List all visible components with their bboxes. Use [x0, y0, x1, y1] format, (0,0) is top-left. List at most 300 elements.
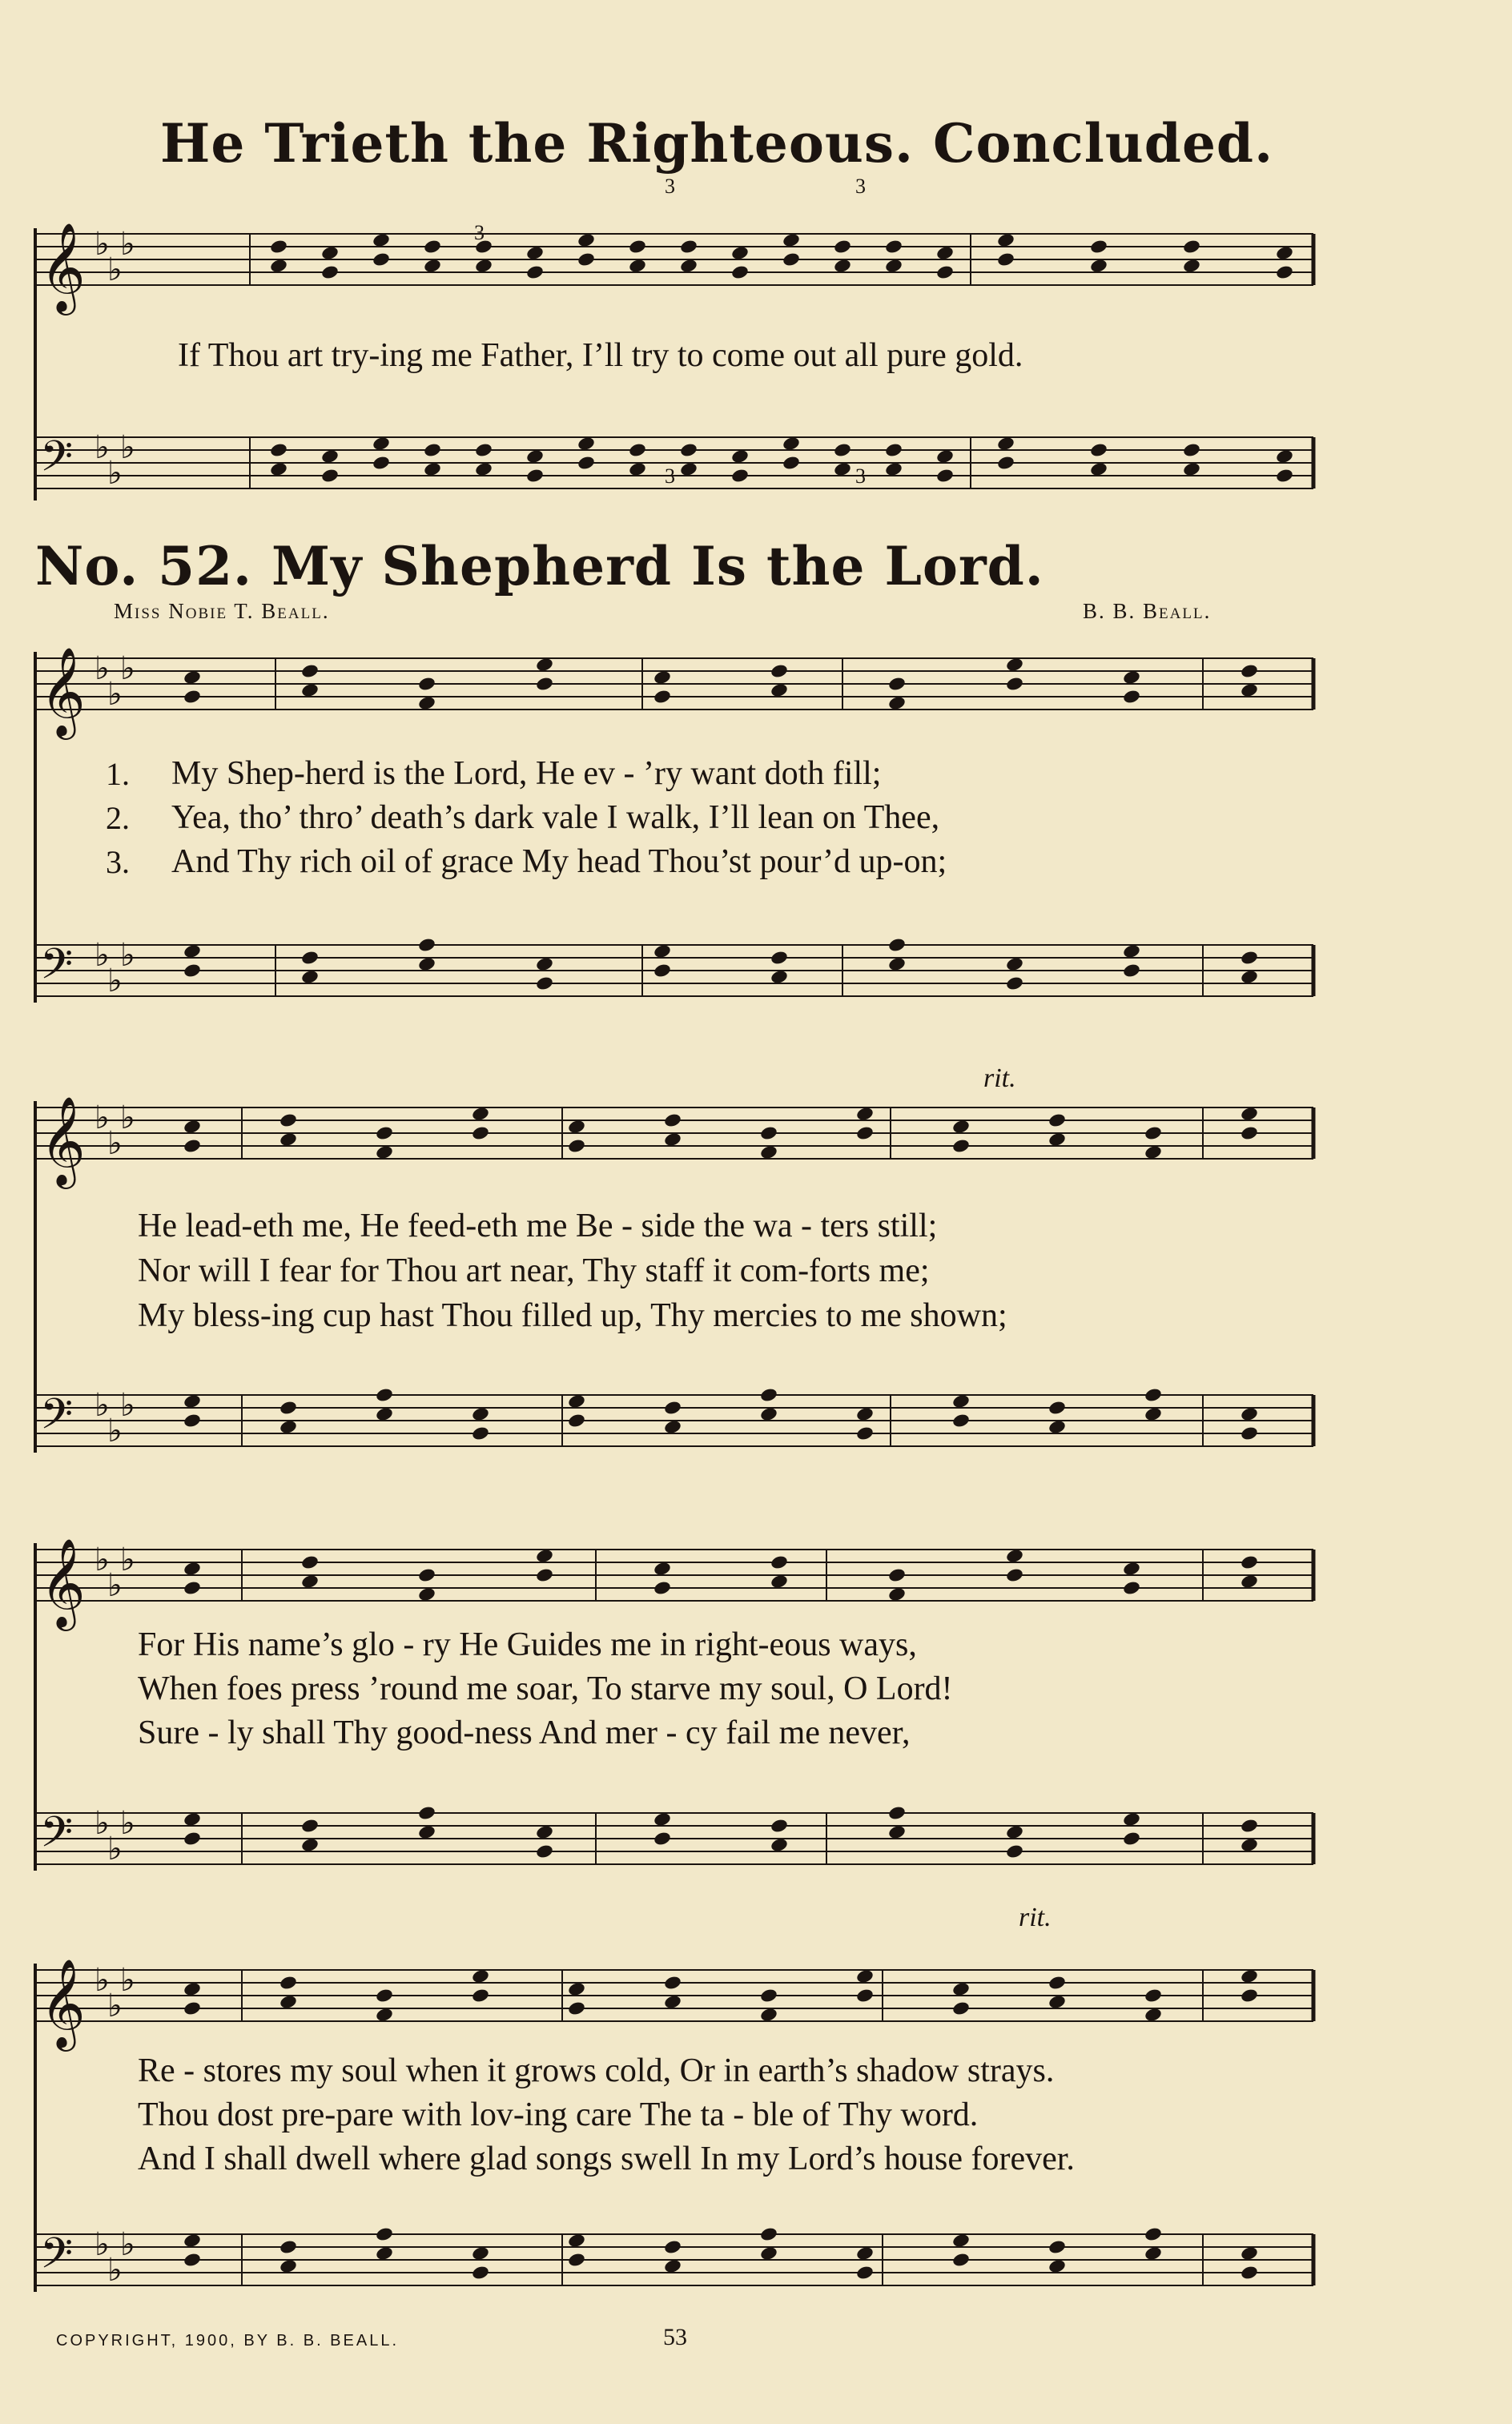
note-head: [372, 436, 391, 452]
flat-sign: ♭: [107, 455, 123, 492]
note-head: [375, 2245, 394, 2261]
note-head: [269, 258, 288, 274]
note-head: [884, 442, 903, 458]
note-head: [855, 1968, 875, 1984]
note-head: [1048, 1994, 1067, 2010]
lyric-line: Sure - ly shall Thy good-ness And mer - cy fail me never,: [138, 1714, 911, 1751]
flat-sign: ♭: [94, 429, 110, 466]
note-head: [525, 448, 545, 464]
note-head: [855, 2265, 875, 2281]
page-number: 53: [663, 2324, 687, 2350]
bass-clef: 𝄢: [40, 1390, 74, 1449]
note-head: [471, 2265, 490, 2281]
bass-clef: 𝄢: [40, 2229, 74, 2289]
note-head: [471, 1106, 490, 1122]
note-head: [471, 1968, 490, 1984]
note-head: [1144, 1387, 1163, 1403]
flat-sign: ♭: [94, 226, 110, 263]
note-head: [1240, 1837, 1259, 1853]
flat-sign: ♭: [120, 1962, 135, 1999]
bass-clef: 𝄢: [40, 940, 74, 999]
note-head: [183, 1138, 202, 1154]
note-head: [759, 1144, 778, 1160]
note-head: [1240, 1818, 1259, 1834]
note-head: [423, 258, 442, 274]
note-head: [1144, 1144, 1163, 1160]
note-head: [1048, 1400, 1067, 1416]
note-head: [1122, 1580, 1141, 1596]
note-head: [1275, 264, 1294, 280]
flat-sign: ♭: [107, 2252, 123, 2289]
note-head: [183, 2233, 202, 2249]
note-head: [935, 264, 955, 280]
note-head: [730, 468, 750, 484]
lyric-line: When foes press ’round me soar, To starve my soul, O Lord!: [138, 1670, 953, 1707]
hymn-title: My Shepherd Is the Lord.: [271, 535, 1044, 597]
note-head: [770, 682, 789, 698]
note-head: [300, 950, 320, 966]
note-head: [183, 1831, 202, 1847]
note-head: [375, 2007, 394, 2023]
flat-sign: ♭: [120, 2226, 135, 2263]
note-head: [887, 695, 907, 711]
note-head: [423, 461, 442, 477]
note-head: [663, 1132, 682, 1148]
hymn-number: No. 52.: [35, 535, 252, 597]
note-head: [1089, 442, 1108, 458]
note-head: [183, 689, 202, 705]
note-head: [951, 1138, 971, 1154]
note-head: [996, 436, 1015, 452]
flat-sign: ♭: [120, 1387, 135, 1424]
lyric-line: And I shall dwell where glad songs swell In my Lord’s house forever.: [138, 2141, 1075, 2177]
flat-sign: ♭: [94, 1542, 110, 1578]
lyric-line: Yea, tho’ thro’ death’s dark vale I walk, I’ll lean on Thee,: [171, 799, 940, 836]
note-head: [951, 1393, 971, 1409]
note-head: [770, 1554, 789, 1570]
note-head: [535, 1843, 554, 1859]
note-head: [855, 1106, 875, 1122]
note-head: [833, 258, 852, 274]
note-head: [628, 461, 647, 477]
note-head: [417, 937, 436, 953]
note-head: [372, 251, 391, 267]
note-head: [1048, 1419, 1067, 1435]
note-head: [567, 1413, 586, 1429]
note-head: [1275, 468, 1294, 484]
note-head: [567, 1393, 586, 1409]
note-head: [951, 2000, 971, 2016]
note-head: [1005, 1567, 1024, 1583]
note-head: [855, 2245, 875, 2261]
flat-sign: ♭: [107, 676, 123, 713]
note-head: [782, 436, 801, 452]
note-head: [535, 657, 554, 673]
note-head: [887, 937, 907, 953]
note-head: [951, 1119, 971, 1135]
note-head: [1240, 1554, 1259, 1570]
note-head: [417, 676, 436, 692]
note-head: [996, 455, 1015, 471]
note-head: [663, 1994, 682, 2010]
flat-sign: ♭: [107, 1125, 123, 1162]
note-head: [887, 1805, 907, 1821]
treble-clef: 𝄞: [40, 1538, 86, 1627]
note-head: [935, 468, 955, 484]
note-head: [577, 251, 596, 267]
note-head: [183, 1119, 202, 1135]
note-head: [474, 461, 493, 477]
note-head: [1089, 258, 1108, 274]
note-head: [471, 1125, 490, 1141]
note-head: [855, 1125, 875, 1141]
note-head: [884, 461, 903, 477]
lyric-line: He lead-eth me, He feed-eth me Be - side the wa - ters still;: [138, 1208, 938, 1244]
note-head: [183, 2000, 202, 2016]
note-head: [279, 1132, 298, 1148]
note-head: [375, 1125, 394, 1141]
note-head: [759, 2007, 778, 2023]
note-head: [1048, 2239, 1067, 2255]
note-head: [525, 468, 545, 484]
flat-sign: ♭: [94, 1387, 110, 1424]
note-head: [375, 1406, 394, 1422]
note-head: [567, 2252, 586, 2268]
note-head: [300, 682, 320, 698]
bass-clef: 𝄢: [40, 432, 74, 492]
note-head: [1182, 461, 1201, 477]
note-head: [375, 2226, 394, 2242]
triplet-mark: 3: [665, 464, 675, 488]
flat-sign: ♭: [120, 429, 135, 466]
lyric-line: Nor will I fear for Thou art near, Thy staff it com-forts me;: [138, 1252, 930, 1289]
lyric-line: For His name’s glo - ry He Guides me in right-eous ways,: [138, 1626, 917, 1663]
note-head: [1122, 689, 1141, 705]
note-head: [1089, 461, 1108, 477]
note-head: [1122, 943, 1141, 959]
note-head: [653, 943, 672, 959]
note-head: [996, 251, 1015, 267]
note-head: [887, 956, 907, 972]
note-head: [679, 442, 698, 458]
note-head: [535, 1824, 554, 1840]
note-head: [1048, 1975, 1067, 1991]
note-head: [679, 239, 698, 255]
note-head: [770, 663, 789, 679]
note-head: [567, 1138, 586, 1154]
note-head: [269, 442, 288, 458]
note-head: [770, 1818, 789, 1834]
note-head: [1048, 1132, 1067, 1148]
note-head: [279, 2239, 298, 2255]
note-head: [1144, 1988, 1163, 2004]
flat-sign: ♭: [107, 1831, 123, 1867]
note-head: [1048, 1112, 1067, 1128]
note-head: [1240, 1988, 1259, 2004]
note-head: [1182, 239, 1201, 255]
treble-clef: 𝄞: [40, 1095, 86, 1185]
note-head: [770, 969, 789, 985]
note-head: [996, 232, 1015, 248]
note-head: [269, 461, 288, 477]
note-head: [1240, 1968, 1259, 1984]
note-head: [628, 239, 647, 255]
flat-sign: ♭: [107, 1413, 123, 1449]
lyric-line: My Shep-herd is the Lord, He ev - ’ry want doth fill;: [171, 755, 882, 792]
lyric-line: And Thy rich oil of grace My head Thou’st pour’d up-on;: [171, 843, 947, 880]
flat-sign: ♭: [120, 1099, 135, 1136]
note-head: [730, 448, 750, 464]
lyric-line: Thou dost pre-pare with lov-ing care The ta - ble of Thy word.: [138, 2096, 979, 2133]
rit-marking: rit.: [983, 1063, 1016, 1093]
note-head: [183, 943, 202, 959]
treble-clef: 𝄞: [40, 646, 86, 736]
note-head: [535, 1548, 554, 1564]
note-head: [833, 461, 852, 477]
note-head: [300, 1818, 320, 1834]
note-head: [653, 1580, 672, 1596]
flat-sign: ♭: [94, 1805, 110, 1842]
bass-clef: 𝄢: [40, 1808, 74, 1867]
note-head: [663, 2239, 682, 2255]
note-head: [567, 1981, 586, 1997]
note-head: [782, 251, 801, 267]
note-head: [833, 442, 852, 458]
note-head: [417, 1586, 436, 1602]
note-head: [535, 676, 554, 692]
note-head: [320, 448, 340, 464]
lyricist-credit: Miss Nobie T. Beall.: [114, 599, 330, 623]
note-head: [183, 1393, 202, 1409]
note-head: [770, 1837, 789, 1853]
note-head: [1005, 1843, 1024, 1859]
note-head: [535, 975, 554, 991]
note-head: [759, 2226, 778, 2242]
note-head: [183, 963, 202, 979]
note-head: [1005, 676, 1024, 692]
note-head: [1240, 1425, 1259, 1441]
note-head: [417, 956, 436, 972]
note-head: [375, 1144, 394, 1160]
note-head: [300, 1837, 320, 1853]
triplet-mark: 3: [855, 464, 866, 488]
note-head: [679, 461, 698, 477]
note-head: [567, 2000, 586, 2016]
note-head: [1144, 2007, 1163, 2023]
note-head: [300, 1554, 320, 1570]
note-head: [567, 1119, 586, 1135]
note-head: [1240, 663, 1259, 679]
copyright-notice: COPYRIGHT, 1900, BY B. B. BEALL.: [56, 2332, 400, 2350]
triplet-mark: 3: [855, 175, 866, 198]
note-head: [1122, 1811, 1141, 1827]
note-head: [951, 1981, 971, 1997]
note-head: [375, 1988, 394, 2004]
note-head: [577, 436, 596, 452]
note-head: [417, 1805, 436, 1821]
note-head: [855, 1988, 875, 2004]
note-head: [887, 676, 907, 692]
note-head: [663, 1419, 682, 1435]
note-head: [1122, 1831, 1141, 1847]
note-head: [1144, 1125, 1163, 1141]
note-head: [884, 258, 903, 274]
note-head: [1089, 239, 1108, 255]
flat-sign: ♭: [107, 1988, 123, 2024]
triplet-mark: 3: [474, 221, 485, 244]
note-head: [887, 1567, 907, 1583]
note-head: [417, 1567, 436, 1583]
rit-marking: rit.: [1019, 1903, 1052, 1932]
flat-sign: ♭: [94, 1962, 110, 1999]
note-head: [951, 2252, 971, 2268]
note-head: [628, 442, 647, 458]
note-head: [183, 1561, 202, 1577]
note-head: [1275, 245, 1294, 261]
note-head: [951, 2233, 971, 2249]
note-head: [833, 239, 852, 255]
note-head: [279, 1419, 298, 1435]
verse-number: 2.: [106, 800, 130, 836]
note-head: [759, 1125, 778, 1141]
verse-number: 3.: [106, 844, 130, 880]
note-head: [628, 258, 647, 274]
note-head: [1240, 950, 1259, 966]
note-head: [935, 245, 955, 261]
note-head: [471, 2245, 490, 2261]
note-head: [183, 2252, 202, 2268]
note-head: [679, 258, 698, 274]
note-head: [770, 950, 789, 966]
note-head: [653, 1811, 672, 1827]
note-head: [730, 245, 750, 261]
note-head: [887, 1586, 907, 1602]
note-head: [417, 695, 436, 711]
note-head: [300, 663, 320, 679]
note-head: [1122, 669, 1141, 685]
note-head: [375, 1387, 394, 1403]
note-head: [567, 2233, 586, 2249]
note-head: [183, 1413, 202, 1429]
verse-number: 1.: [106, 756, 130, 792]
note-head: [1122, 1561, 1141, 1577]
note-head: [1122, 963, 1141, 979]
note-head: [279, 1112, 298, 1128]
note-head: [770, 1574, 789, 1590]
note-head: [1240, 1406, 1259, 1422]
note-head: [300, 1574, 320, 1590]
note-head: [423, 442, 442, 458]
note-head: [183, 1811, 202, 1827]
note-head: [1240, 969, 1259, 985]
note-head: [653, 689, 672, 705]
note-head: [1240, 1125, 1259, 1141]
note-head: [1144, 1406, 1163, 1422]
note-head: [1005, 956, 1024, 972]
note-head: [535, 1567, 554, 1583]
note-head: [951, 1413, 971, 1429]
flat-sign: ♭: [107, 1567, 123, 1604]
note-head: [663, 1112, 682, 1128]
lyric-line: My bless-ing cup hast Thou filled up, Thy mercies to me shown;: [138, 1297, 1007, 1334]
note-head: [1240, 1574, 1259, 1590]
note-head: [1275, 448, 1294, 464]
note-head: [471, 1406, 490, 1422]
note-head: [577, 232, 596, 248]
note-head: [759, 1988, 778, 2004]
note-head: [1005, 657, 1024, 673]
note-head: [535, 956, 554, 972]
flat-sign: ♭: [120, 1805, 135, 1842]
flat-sign: ♭: [107, 963, 123, 999]
note-head: [320, 264, 340, 280]
note-head: [730, 264, 750, 280]
flat-sign: ♭: [94, 650, 110, 687]
note-head: [653, 669, 672, 685]
note-head: [1144, 2226, 1163, 2242]
note-head: [653, 1831, 672, 1847]
note-head: [887, 1824, 907, 1840]
note-head: [471, 1988, 490, 2004]
note-head: [1005, 1548, 1024, 1564]
note-head: [300, 969, 320, 985]
composer-credit: B. B. Beall.: [1083, 599, 1212, 623]
note-head: [1182, 442, 1201, 458]
note-head: [183, 669, 202, 685]
note-head: [474, 442, 493, 458]
flat-sign: ♭: [94, 2226, 110, 2263]
note-head: [759, 1387, 778, 1403]
note-head: [884, 239, 903, 255]
flat-sign: ♭: [94, 937, 110, 974]
note-head: [525, 245, 545, 261]
note-head: [372, 455, 391, 471]
note-head: [759, 1406, 778, 1422]
note-head: [653, 1561, 672, 1577]
note-head: [183, 1580, 202, 1596]
hymn-title-concluded: He Trieth the Righteous. Concluded.: [160, 112, 1274, 175]
note-head: [1240, 1106, 1259, 1122]
note-head: [663, 1400, 682, 1416]
flat-sign: ♭: [94, 1099, 110, 1136]
flat-sign: ♭: [120, 650, 135, 687]
lyric-line: If Thou art try-ing me Father, I’ll try to come out all pure gold.: [178, 337, 1023, 374]
note-head: [372, 232, 391, 248]
note-head: [759, 2245, 778, 2261]
note-head: [663, 2258, 682, 2274]
note-head: [417, 1824, 436, 1840]
note-head: [855, 1425, 875, 1441]
note-head: [320, 468, 340, 484]
note-head: [423, 239, 442, 255]
note-head: [279, 1975, 298, 1991]
note-head: [1005, 1824, 1024, 1840]
note-head: [782, 455, 801, 471]
flat-sign: ♭: [120, 226, 135, 263]
note-head: [653, 963, 672, 979]
note-head: [320, 245, 340, 261]
note-head: [782, 232, 801, 248]
note-head: [471, 1425, 490, 1441]
note-head: [1182, 258, 1201, 274]
note-head: [1240, 682, 1259, 698]
note-head: [474, 258, 493, 274]
note-head: [663, 1975, 682, 1991]
note-head: [1048, 2258, 1067, 2274]
note-head: [1240, 2245, 1259, 2261]
note-head: [269, 239, 288, 255]
treble-clef: 𝄞: [40, 1958, 86, 2048]
